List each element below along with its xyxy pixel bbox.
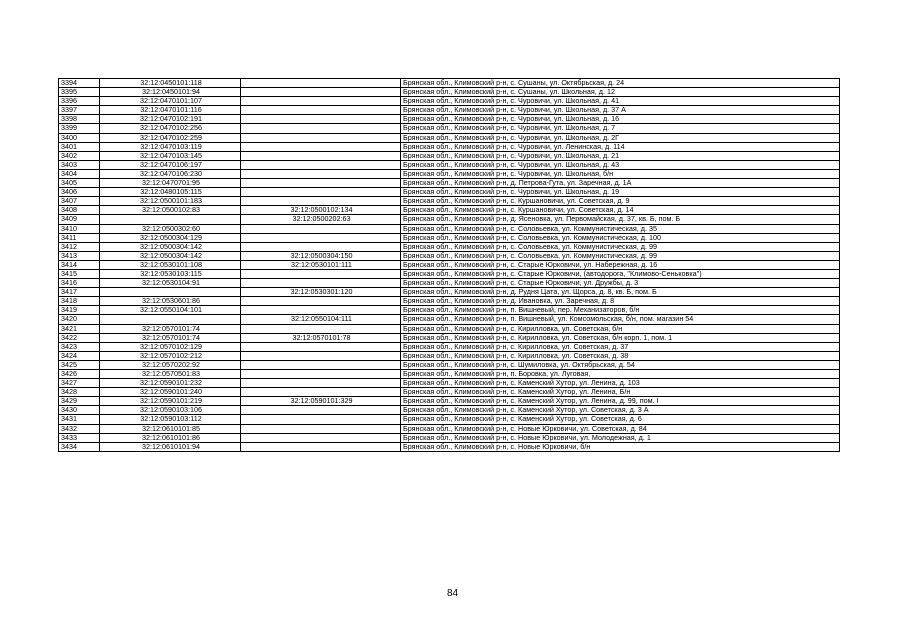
table-row — [59, 169, 840, 178]
cadastral-number-cell: 32:12:0470106:230 — [100, 169, 241, 178]
address-cell: Брянская обл., Климовский р-н, с. Чуровичи, ул. Школьная, д. 21 — [401, 151, 840, 160]
cadastral-number-cell: 32:12:0590103:106 — [100, 406, 241, 415]
table-row — [59, 442, 840, 451]
address-cell: Брянская обл., Климовский р-н, с. Кирилловка, ул. Советская, б/н корп. 1, пом. 1 — [401, 333, 840, 342]
cadastral-number-cell: 32:12:0570202:92 — [100, 360, 241, 369]
table-row — [59, 188, 840, 197]
table-row — [59, 106, 840, 115]
related-cadastral-number-cell — [241, 169, 401, 178]
address-cell: Брянская обл., Климовский р-н, с. Соловьевка, ул. Коммунистическая, д. 99 — [401, 242, 840, 251]
table-row — [59, 397, 840, 406]
row-number-cell: 3417 — [59, 288, 100, 297]
table-row — [59, 433, 840, 442]
address-cell: Брянская обл., Климовский р-н, с. Старые Юрковичи, (автодорога, "Климово-Сеньковка") — [401, 269, 840, 278]
related-cadastral-number-cell — [241, 188, 401, 197]
registry-table — [58, 78, 840, 452]
cadastral-number-cell: 32:12:0530104:91 — [100, 279, 241, 288]
row-number-cell: 3406 — [59, 188, 100, 197]
row-number-cell: 3425 — [59, 360, 100, 369]
address-cell: Брянская обл., Климовский р-н, с. Чуровичи, ул. Школьная, д. 19 — [401, 188, 840, 197]
related-cadastral-number-cell — [241, 269, 401, 278]
related-cadastral-number-cell — [241, 297, 401, 306]
cadastral-number-cell: 32:12:0450101:118 — [100, 79, 241, 88]
table-row — [59, 260, 840, 269]
related-cadastral-number-cell — [241, 88, 401, 97]
row-number-cell: 3422 — [59, 333, 100, 342]
table-row — [59, 351, 840, 360]
cadastral-number-cell: 32:12:0470701:95 — [100, 179, 241, 188]
cadastral-number-cell: 32:12:0470103:145 — [100, 151, 241, 160]
cadastral-number-cell: 32:12:0530101:108 — [100, 260, 241, 269]
table-row — [59, 242, 840, 251]
address-cell: Брянская обл., Климовский р-н, с. Новые Юрковичи, ул. Молодежная, д. 1 — [401, 433, 840, 442]
related-cadastral-number-cell — [241, 406, 401, 415]
cadastral-number-cell: 32:12:0470106:197 — [100, 160, 241, 169]
related-cadastral-number-cell — [241, 224, 401, 233]
table-row — [59, 215, 840, 224]
table-row — [59, 333, 840, 342]
related-cadastral-number-cell — [241, 360, 401, 369]
related-cadastral-number-cell — [241, 197, 401, 206]
related-cadastral-number-cell — [241, 433, 401, 442]
table-row — [59, 324, 840, 333]
cadastral-number-cell: 32:12:0570501:83 — [100, 370, 241, 379]
row-number-cell: 3401 — [59, 142, 100, 151]
address-cell: Брянская обл., Климовский р-н, с. Кирилловка, ул. Советская, д. 38 — [401, 351, 840, 360]
address-cell: Брянская обл., Климовский р-н, с. Чуровичи, ул. Ленинская, д. 114 — [401, 142, 840, 151]
address-cell: Брянская обл., Климовский р-н, д. Петрова-Гута, ул. Заречная, д. 1А — [401, 179, 840, 188]
address-cell: Брянская обл., Климовский р-н, с. Куршановичи, ул. Советская, д. 14 — [401, 206, 840, 215]
table-row — [59, 288, 840, 297]
table-row — [59, 179, 840, 188]
table-row — [59, 88, 840, 97]
cadastral-number-cell: 32:12:0590101:240 — [100, 388, 241, 397]
related-cadastral-number-cell — [241, 142, 401, 151]
related-cadastral-number-cell: 32:12:0500102:134 — [241, 206, 401, 215]
table-row — [59, 133, 840, 142]
cadastral-number-cell: 32:12:0570101:74 — [100, 333, 241, 342]
related-cadastral-number-cell — [241, 242, 401, 251]
address-cell: Брянская обл., Климовский р-н, с. Чуровичи, ул. Школьная, б/н — [401, 169, 840, 178]
address-cell: Брянская обл., Климовский р-н, с. Кирилловка, ул. Советская, б/н — [401, 324, 840, 333]
cadastral-number-cell: 32:12:0610101:86 — [100, 433, 241, 442]
table-row — [59, 115, 840, 124]
address-cell: Брянская обл., Климовский р-н, с. Чуровичи, ул. Школьная, д. 7 — [401, 124, 840, 133]
row-number-cell: 3412 — [59, 242, 100, 251]
cadastral-number-cell: 32:12:0470102:259 — [100, 133, 241, 142]
cadastral-number-cell: 32:12:0470101:116 — [100, 106, 241, 115]
row-number-cell: 3394 — [59, 79, 100, 88]
table-row — [59, 370, 840, 379]
table-row — [59, 306, 840, 315]
cadastral-number-cell: 32:12:0610101:94 — [100, 442, 241, 451]
cadastral-number-cell — [100, 315, 241, 324]
row-number-cell: 3396 — [59, 97, 100, 106]
related-cadastral-number-cell — [241, 160, 401, 169]
row-number-cell: 3408 — [59, 206, 100, 215]
table-row — [59, 360, 840, 369]
cadastral-number-cell: 32:12:0500304:129 — [100, 233, 241, 242]
row-number-cell: 3404 — [59, 169, 100, 178]
row-number-cell: 3407 — [59, 197, 100, 206]
address-cell: Брянская обл., Климовский р-н, с. Кирилловка, ул. Советская, д. 37 — [401, 342, 840, 351]
row-number-cell: 3405 — [59, 179, 100, 188]
related-cadastral-number-cell — [241, 233, 401, 242]
address-cell: Брянская обл., Климовский р-н, п. Вишневый, пер. Механизаторов, б/н — [401, 306, 840, 315]
cadastral-number-cell: 32:12:0590101:219 — [100, 397, 241, 406]
cadastral-number-cell: 32:12:0500101:183 — [100, 197, 241, 206]
related-cadastral-number-cell: 32:12:0500202:63 — [241, 215, 401, 224]
related-cadastral-number-cell — [241, 115, 401, 124]
related-cadastral-number-cell — [241, 379, 401, 388]
row-number-cell: 3429 — [59, 397, 100, 406]
table-row — [59, 415, 840, 424]
related-cadastral-number-cell — [241, 415, 401, 424]
row-number-cell: 3432 — [59, 424, 100, 433]
cadastral-number-cell: 32:12:0500302:60 — [100, 224, 241, 233]
table-row — [59, 151, 840, 160]
table-row — [59, 342, 840, 351]
row-number-cell: 3414 — [59, 260, 100, 269]
row-number-cell: 3410 — [59, 224, 100, 233]
row-number-cell: 3430 — [59, 406, 100, 415]
related-cadastral-number-cell — [241, 179, 401, 188]
row-number-cell: 3419 — [59, 306, 100, 315]
row-number-cell: 3426 — [59, 370, 100, 379]
table-row — [59, 406, 840, 415]
row-number-cell: 3415 — [59, 269, 100, 278]
address-cell: Брянская обл., Климовский р-н, с. Чуровичи, ул. Школьная, д. 43 — [401, 160, 840, 169]
cadastral-number-cell: 32:12:0550104:101 — [100, 306, 241, 315]
table-row — [59, 315, 840, 324]
cadastral-number-cell: 32:12:0500304:142 — [100, 242, 241, 251]
related-cadastral-number-cell — [241, 424, 401, 433]
address-cell: Брянская обл., Климовский р-н, с. Каменский Хутор, ул. Ленина, д. 99, пом. I — [401, 397, 840, 406]
cadastral-number-cell: 32:12:0610101:85 — [100, 424, 241, 433]
cadastral-number-cell: 32:12:0570102:129 — [100, 342, 241, 351]
row-number-cell: 3402 — [59, 151, 100, 160]
table-row — [59, 124, 840, 133]
related-cadastral-number-cell — [241, 351, 401, 360]
address-cell: Брянская обл., Климовский р-н, с. Каменский Хутор, ул. Ленина, Б/н — [401, 388, 840, 397]
cadastral-number-cell: 32:12:0530601:86 — [100, 297, 241, 306]
related-cadastral-number-cell: 32:12:0550104:111 — [241, 315, 401, 324]
related-cadastral-number-cell — [241, 79, 401, 88]
address-cell: Брянская обл., Климовский р-н, с. Новые Юрковичи, б/н — [401, 442, 840, 451]
row-number-cell: 3433 — [59, 433, 100, 442]
table-row — [59, 269, 840, 278]
table-row — [59, 379, 840, 388]
address-cell: Брянская обл., Климовский р-н, с. Каменский Хутор, ул. Советская, д. 3 А — [401, 406, 840, 415]
address-cell: Брянская обл., Климовский р-н, с. Сушаны, ул. Школьная, д. 12 — [401, 88, 840, 97]
address-cell: Брянская обл., Климовский р-н, с. Старые Юрковичи, ул. Дружбы, д. 3 — [401, 279, 840, 288]
cadastral-number-cell: 32:12:0470102:256 — [100, 124, 241, 133]
row-number-cell: 3413 — [59, 251, 100, 260]
row-number-cell: 3399 — [59, 124, 100, 133]
related-cadastral-number-cell — [241, 151, 401, 160]
address-cell: Брянская обл., Климовский р-н, п. Боровка, ул. Луговая, — [401, 370, 840, 379]
table-row — [59, 251, 840, 260]
row-number-cell: 3411 — [59, 233, 100, 242]
related-cadastral-number-cell — [241, 324, 401, 333]
cadastral-number-cell — [100, 215, 241, 224]
table-row — [59, 424, 840, 433]
related-cadastral-number-cell — [241, 306, 401, 315]
table-row — [59, 97, 840, 106]
row-number-cell: 3403 — [59, 160, 100, 169]
address-cell: Брянская обл., Климовский р-н, д. Ивановка, ул. Заречная, д. 8 — [401, 297, 840, 306]
address-cell: Брянская обл., Климовский р-н, п. Вишневый, ул. Комсомольская, б/н, пом. магазин 54 — [401, 315, 840, 324]
table-row — [59, 160, 840, 169]
row-number-cell: 3424 — [59, 351, 100, 360]
address-cell: Брянская обл., Климовский р-н, с. Новые Юрковичи, ул. Советская, д. 84 — [401, 424, 840, 433]
address-cell: Брянская обл., Климовский р-н, с. Соловьевка, ул. Коммунистическая, д. 99 — [401, 251, 840, 260]
cadastral-number-cell: 32:12:0500304:142 — [100, 251, 241, 260]
address-cell: Брянская обл., Климовский р-н, с. Соловьевка, ул. Коммунистическая, д. 35 — [401, 224, 840, 233]
table-row — [59, 388, 840, 397]
cadastral-number-cell: 32:12:0470102:191 — [100, 115, 241, 124]
related-cadastral-number-cell: 32:12:0590101:329 — [241, 397, 401, 406]
address-cell: Брянская обл., Климовский р-н, с. Сушаны, ул. Октябрьская, д. 24 — [401, 79, 840, 88]
cadastral-number-cell: 32:12:0480105:115 — [100, 188, 241, 197]
row-number-cell: 3400 — [59, 133, 100, 142]
row-number-cell: 3434 — [59, 442, 100, 451]
related-cadastral-number-cell — [241, 370, 401, 379]
address-cell: Брянская обл., Климовский р-н, с. Чуровичи, ул. Школьная, д. 16 — [401, 115, 840, 124]
related-cadastral-number-cell: 32:12:0530301:120 — [241, 288, 401, 297]
table-row — [59, 142, 840, 151]
related-cadastral-number-cell — [241, 442, 401, 451]
row-number-cell: 3428 — [59, 388, 100, 397]
row-number-cell: 3395 — [59, 88, 100, 97]
related-cadastral-number-cell: 32:12:0530101:111 — [241, 260, 401, 269]
table-row — [59, 279, 840, 288]
address-cell: Брянская обл., Климовский р-н, с. Куршановичи, ул. Советская, д. 9 — [401, 197, 840, 206]
related-cadastral-number-cell — [241, 133, 401, 142]
related-cadastral-number-cell — [241, 124, 401, 133]
related-cadastral-number-cell — [241, 97, 401, 106]
cadastral-number-cell: 32:12:0450101:94 — [100, 88, 241, 97]
row-number-cell: 3409 — [59, 215, 100, 224]
related-cadastral-number-cell: 32:12:0570101:78 — [241, 333, 401, 342]
table-row — [59, 297, 840, 306]
address-cell: Брянская обл., Климовский р-н, с. Каменский Хутор, ул. Ленина, д. 103 — [401, 379, 840, 388]
page-number: 84 — [446, 588, 459, 599]
address-cell: Брянская обл., Климовский р-н, с. Старые Юрковичи, ул. Набережная, д. 16 — [401, 260, 840, 269]
related-cadastral-number-cell — [241, 279, 401, 288]
related-cadastral-number-cell — [241, 388, 401, 397]
cadastral-number-cell: 32:12:0570101:74 — [100, 324, 241, 333]
related-cadastral-number-cell — [241, 106, 401, 115]
cadastral-number-cell — [100, 288, 241, 297]
cadastral-number-cell: 32:12:0590103:112 — [100, 415, 241, 424]
table-row — [59, 79, 840, 88]
cadastral-number-cell: 32:12:0470103:119 — [100, 142, 241, 151]
address-cell: Брянская обл., Климовский р-н, с. Соловьевка, ул. Коммунистическая, д. 100 — [401, 233, 840, 242]
table-row — [59, 197, 840, 206]
row-number-cell: 3431 — [59, 415, 100, 424]
cadastral-number-cell: 32:12:0530103:115 — [100, 269, 241, 278]
row-number-cell: 3418 — [59, 297, 100, 306]
table-row — [59, 224, 840, 233]
cadastral-number-cell: 32:12:0570102:212 — [100, 351, 241, 360]
related-cadastral-number-cell: 32:12:0500304:150 — [241, 251, 401, 260]
address-cell: Брянская обл., Климовский р-н, с. Шумиловка, ул. Октябрьская, д. 54 — [401, 360, 840, 369]
cadastral-number-cell: 32:12:0470101:107 — [100, 97, 241, 106]
address-cell: Брянская обл., Климовский р-н, д. Ясеновка, ул. Первомайская, д. 37, кв. Б, пом. Б — [401, 215, 840, 224]
row-number-cell: 3420 — [59, 315, 100, 324]
row-number-cell: 3421 — [59, 324, 100, 333]
row-number-cell: 3397 — [59, 106, 100, 115]
address-cell: Брянская обл., Климовский р-н, д. Рудня Цата, ул. Щорса, д. 8, кв. Б, пом. Б — [401, 288, 840, 297]
row-number-cell: 3416 — [59, 279, 100, 288]
table-row — [59, 233, 840, 242]
related-cadastral-number-cell — [241, 342, 401, 351]
address-cell: Брянская обл., Климовский р-н, с. Чуровичи, ул. Школьная, д. 37 А — [401, 106, 840, 115]
row-number-cell: 3427 — [59, 379, 100, 388]
cadastral-number-cell: 32:12:0590101:232 — [100, 379, 241, 388]
address-cell: Брянская обл., Климовский р-н, с. Чуровичи, ул. Школьная, д. 2Г — [401, 133, 840, 142]
address-cell: Брянская обл., Климовский р-н, с. Каменский Хутор, ул. Советская, д. 6 — [401, 415, 840, 424]
row-number-cell: 3398 — [59, 115, 100, 124]
registry-table-body — [59, 79, 840, 452]
cadastral-number-cell: 32:12:0500102:83 — [100, 206, 241, 215]
table-row — [59, 206, 840, 215]
row-number-cell: 3423 — [59, 342, 100, 351]
address-cell: Брянская обл., Климовский р-н, с. Чуровичи, ул. Школьная, д. 41 — [401, 97, 840, 106]
